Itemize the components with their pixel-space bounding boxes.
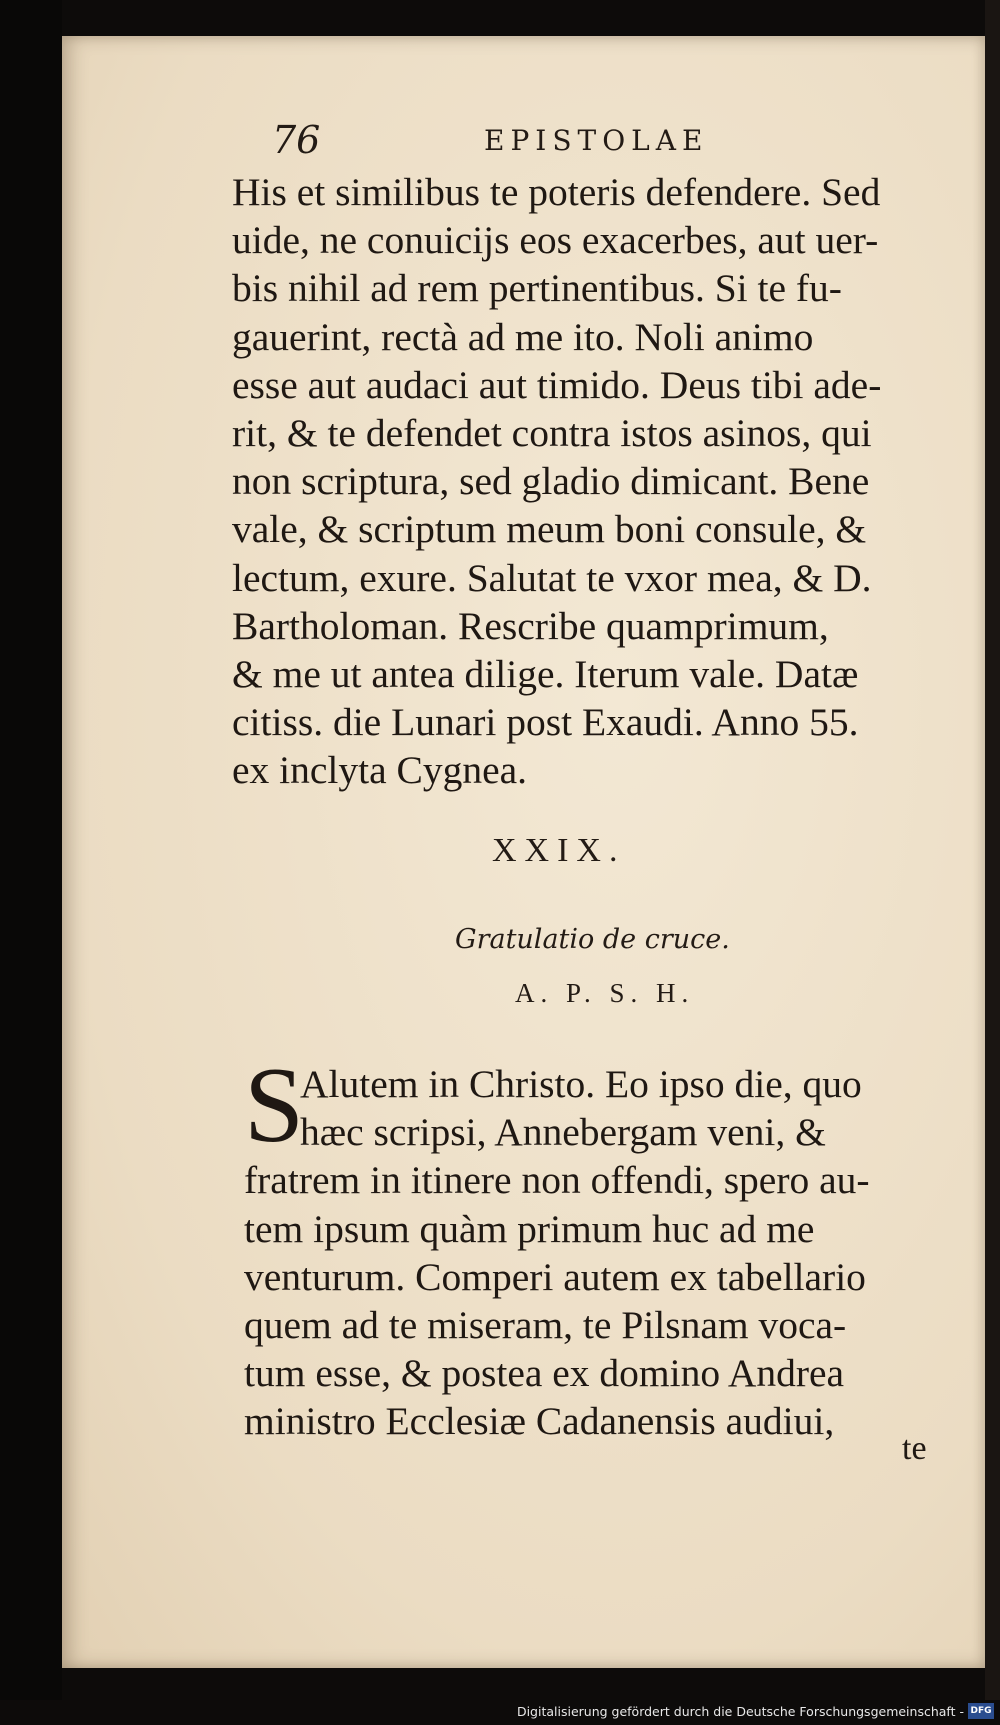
text-line: tem ipsum quàm primum huc ad me [244, 1206, 815, 1251]
text-line: gauerint, rectà ad me ito. Noli animo [232, 314, 814, 359]
page-header [272, 118, 912, 168]
letter-number: XXIX. [492, 832, 626, 869]
text-line: ministro Ecclesiæ Cadanensis audiui, [244, 1399, 835, 1444]
drop-cap: S [244, 1046, 305, 1165]
letter-end-text [232, 168, 881, 794]
scan-edge [985, 0, 1000, 1725]
dfg-logo-icon: DFG [968, 1703, 994, 1719]
text-line: lectum, exure. Salutat te vxor mea, & D. [232, 555, 872, 600]
text-line: quem ad te miseram, te Pilsnam voca- [244, 1302, 847, 1347]
text-line: fratrem in itinere non offendi, spero au- [244, 1158, 870, 1203]
text-line: hæc scripsi, Annebergam veni, & [300, 1110, 826, 1155]
letter-body-text [244, 1060, 870, 1446]
text-line: non scriptura, sed gladio dimicant. Bene [232, 459, 870, 504]
letter-title: Gratulatio de cruce. [455, 924, 730, 955]
text-line: esse aut audaci aut timido. Deus tibi ade- [232, 362, 882, 407]
text-line: ex inclyta Cygnea. [232, 748, 528, 793]
text-line: Alutem in Christo. Eo ipso die, quo [300, 1062, 862, 1106]
running-head: EPISTOLAE [484, 124, 709, 157]
text-line: bis nihil ad rem pertinentibus. Si te fu- [232, 266, 842, 311]
text-line: citiss. die Lunari post Exaudi. Anno 55. [232, 700, 859, 745]
text-line: uide, ne conuicijs eos exacerbes, aut uer- [232, 218, 879, 263]
catchword: te [902, 1430, 927, 1467]
text-line: Bartholoman. Rescribe quamprimum, [232, 603, 829, 648]
funding-notice: Digitalisierung gefördert durch die Deutsche Forschungsgemeinschaft - [516, 1704, 964, 1719]
scan-background [0, 0, 62, 1725]
letter-salutation: A. P. S. H. [515, 978, 695, 1008]
text-line: tum esse, & postea ex domino Andrea [244, 1351, 845, 1396]
text-line: vale, & scriptum meum boni consule, & [232, 507, 867, 552]
text-line: & me ut antea dilige. Iterum vale. Datæ [232, 651, 859, 696]
page-number: 76 [272, 118, 321, 162]
text-line: rit, & te defendet contra istos asinos, qui [232, 410, 872, 455]
text-line: venturum. Comperi autem ex tabellario [244, 1254, 866, 1299]
text-line: His et similibus te poteris defendere. Sed [232, 170, 881, 214]
